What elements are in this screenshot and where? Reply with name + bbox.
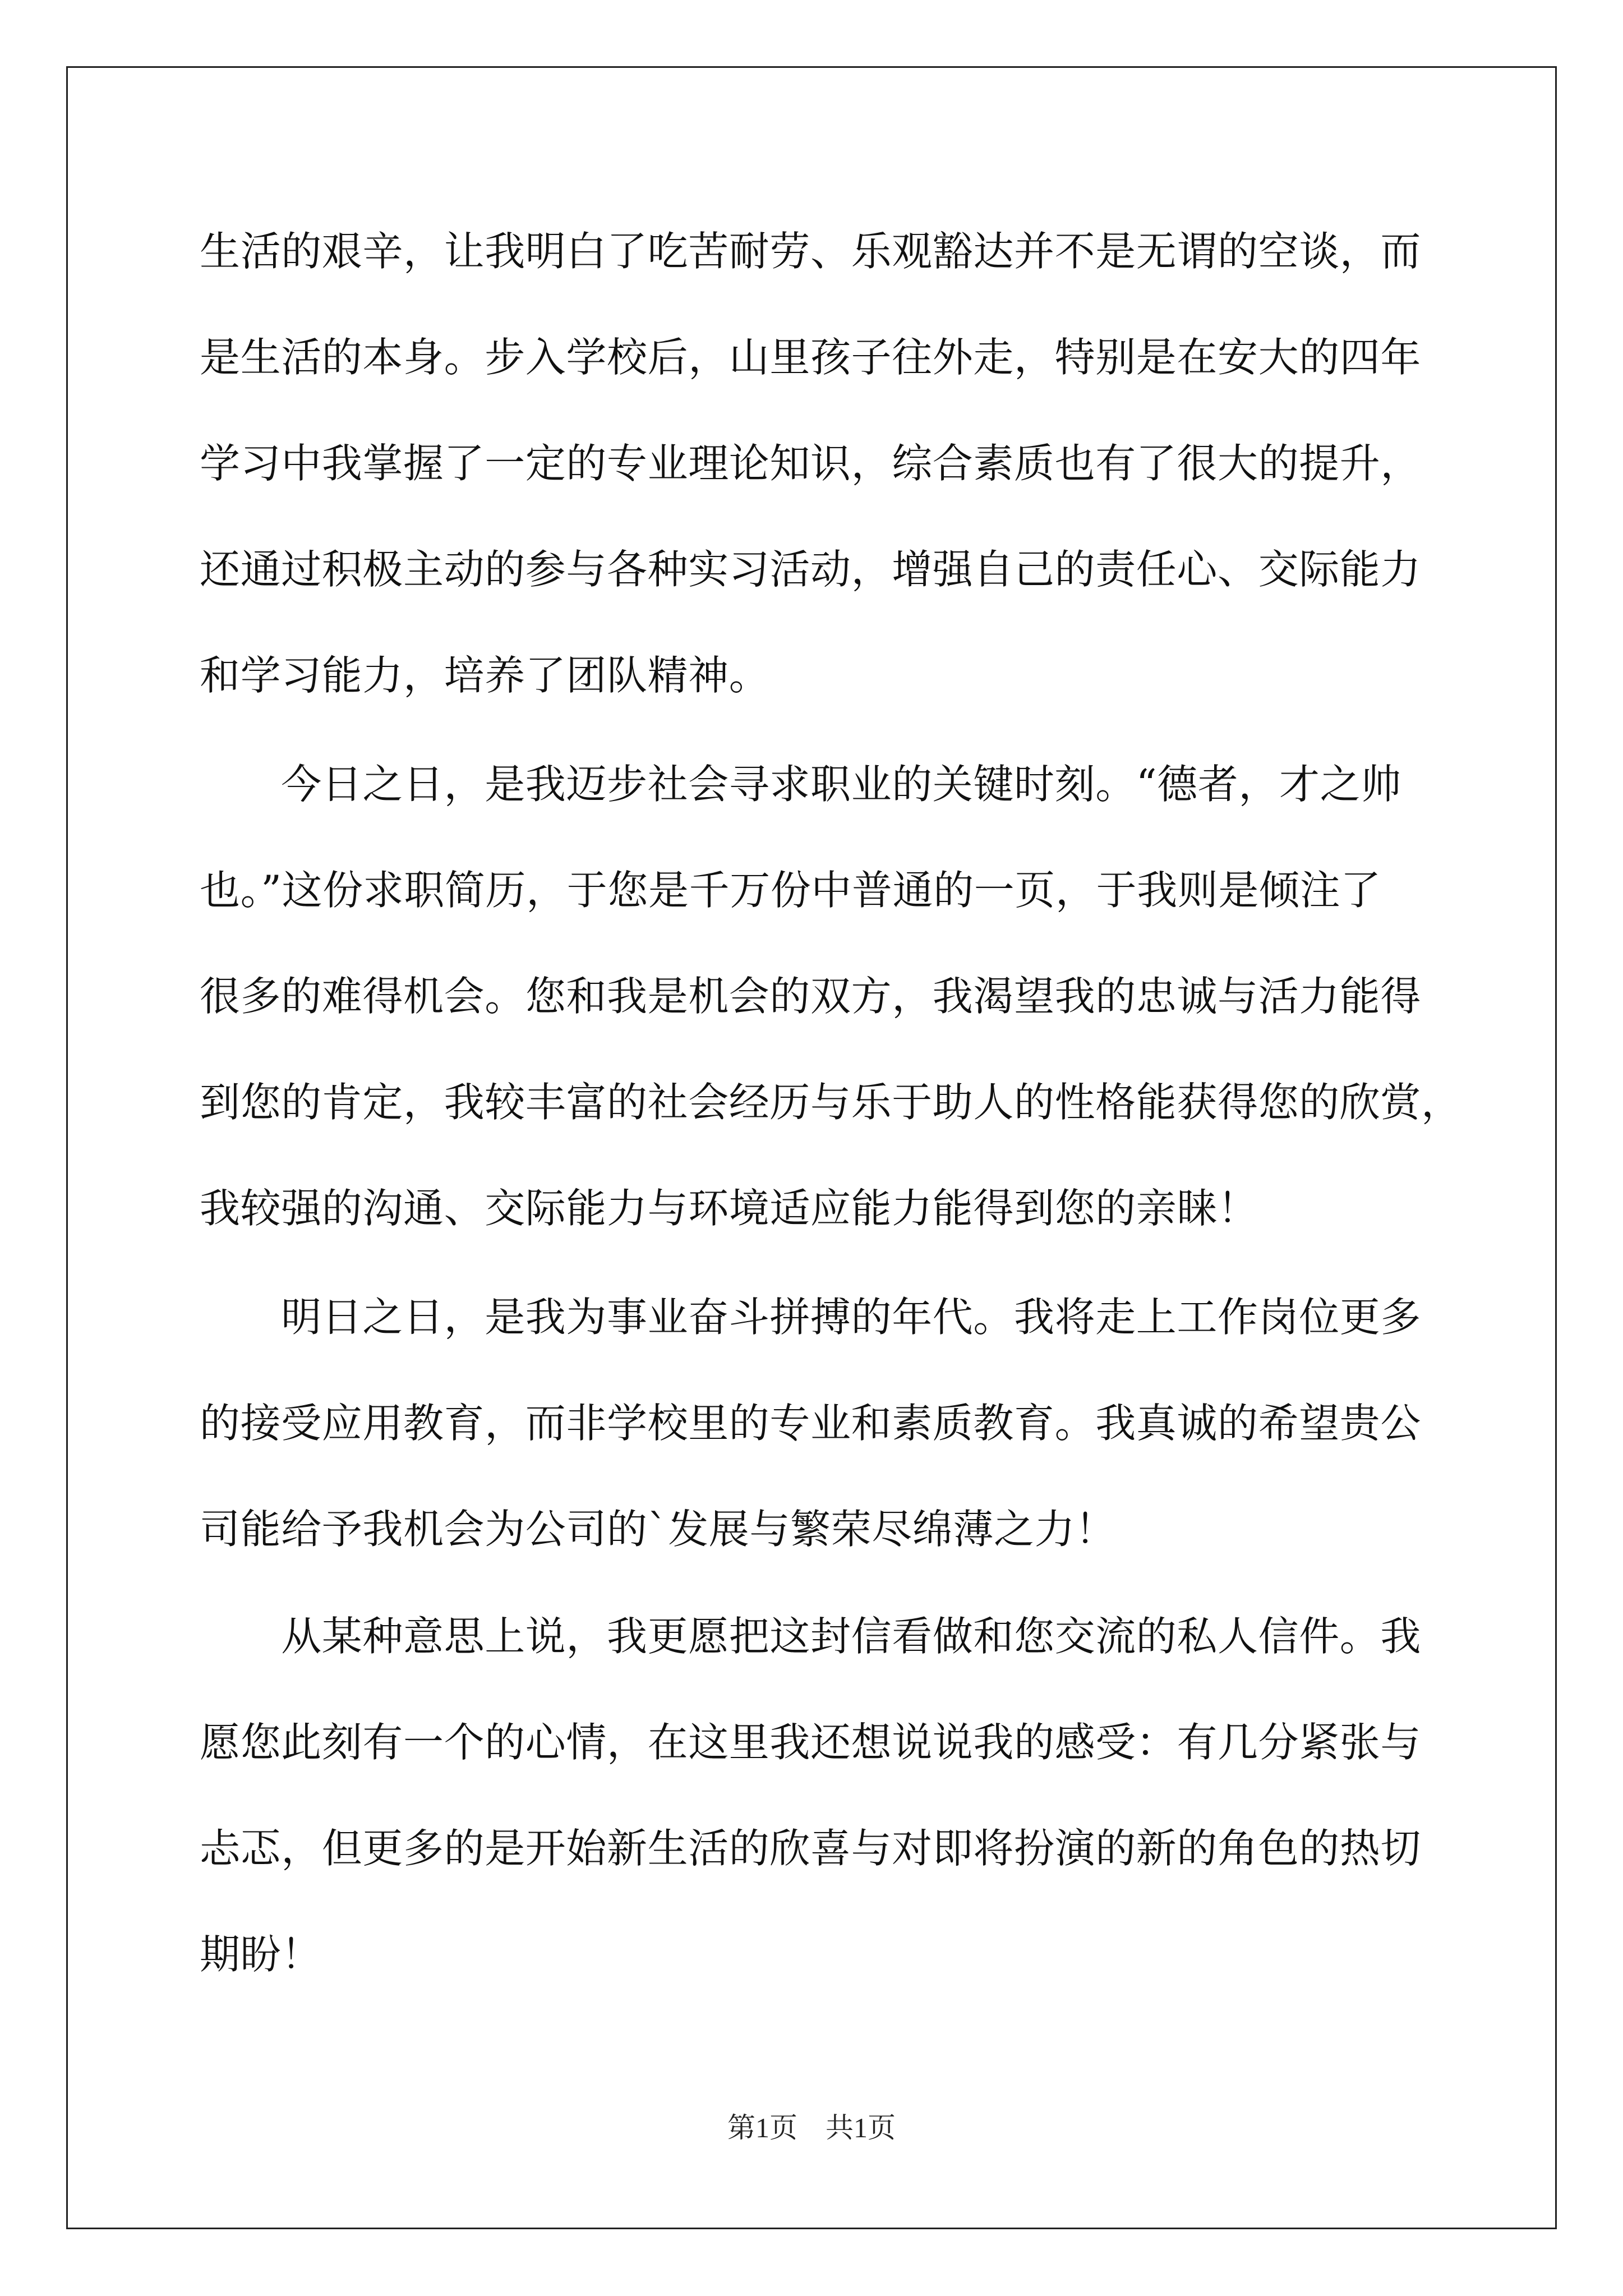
- text-line: 司能给予我机会为公司的`发展与繁荣尽绵薄之力！: [200, 1506, 1116, 1553]
- text-line: 我较强的沟通、交际能力与环境适应能力能得到您的亲睐！: [200, 1185, 1258, 1232]
- text-line: 愿您此刻有一个的心情，在这里我还想说说我的感受：有几分紧张与: [200, 1719, 1422, 1766]
- text-line: 从某种意思上说，我更愿把这封信看做和您交流的私人信件。我: [200, 1613, 1422, 1660]
- text-line: 很多的难得机会。您和我是机会的双方，我渴望我的忠诚与活力能得: [200, 973, 1422, 1020]
- text-line: 期盼！: [200, 1931, 322, 1978]
- text-line: 到您的肯定，我较丰富的社会经历与乐于助人的性格能获得您的欣赏，: [200, 1079, 1462, 1126]
- page-border: [66, 66, 1557, 2229]
- text-line: 学习中我掌握了一定的专业理论知识，综合素质也有了很大的提升，: [200, 440, 1422, 487]
- text-line: 忐忑，但更多的是开始新生活的欣喜与对即将扮演的新的角色的热切: [200, 1825, 1422, 1872]
- text-line: 和学习能力，培养了团队精神。: [200, 652, 770, 699]
- text-line: 是生活的本身。步入学校后，山里孩子往外走，特别是在安大的四年: [200, 334, 1422, 381]
- text-line: 今日之日，是我迈步社会寻求职业的关键时刻。“德者，才之帅: [200, 761, 1401, 808]
- text-line: 明日之日，是我为事业奋斗拼搏的年代。我将走上工作岗位更多: [200, 1294, 1422, 1341]
- text-line: 也。”这份求职简历，于您是千万份中普通的一页，于我则是倾注了: [200, 867, 1381, 914]
- text-line: 生活的艰辛，让我明白了吃苦耐劳、乐观豁达并不是无谓的空谈，而: [200, 228, 1422, 275]
- text-line: 的接受应用教育，而非学校里的专业和素质教育。我真诚的希望贵公: [200, 1400, 1422, 1447]
- text-line: 还通过积极主动的参与各种实习活动，增强自己的责任心、交际能力: [200, 546, 1422, 593]
- page-footer: 第1页 共1页: [727, 2112, 896, 2143]
